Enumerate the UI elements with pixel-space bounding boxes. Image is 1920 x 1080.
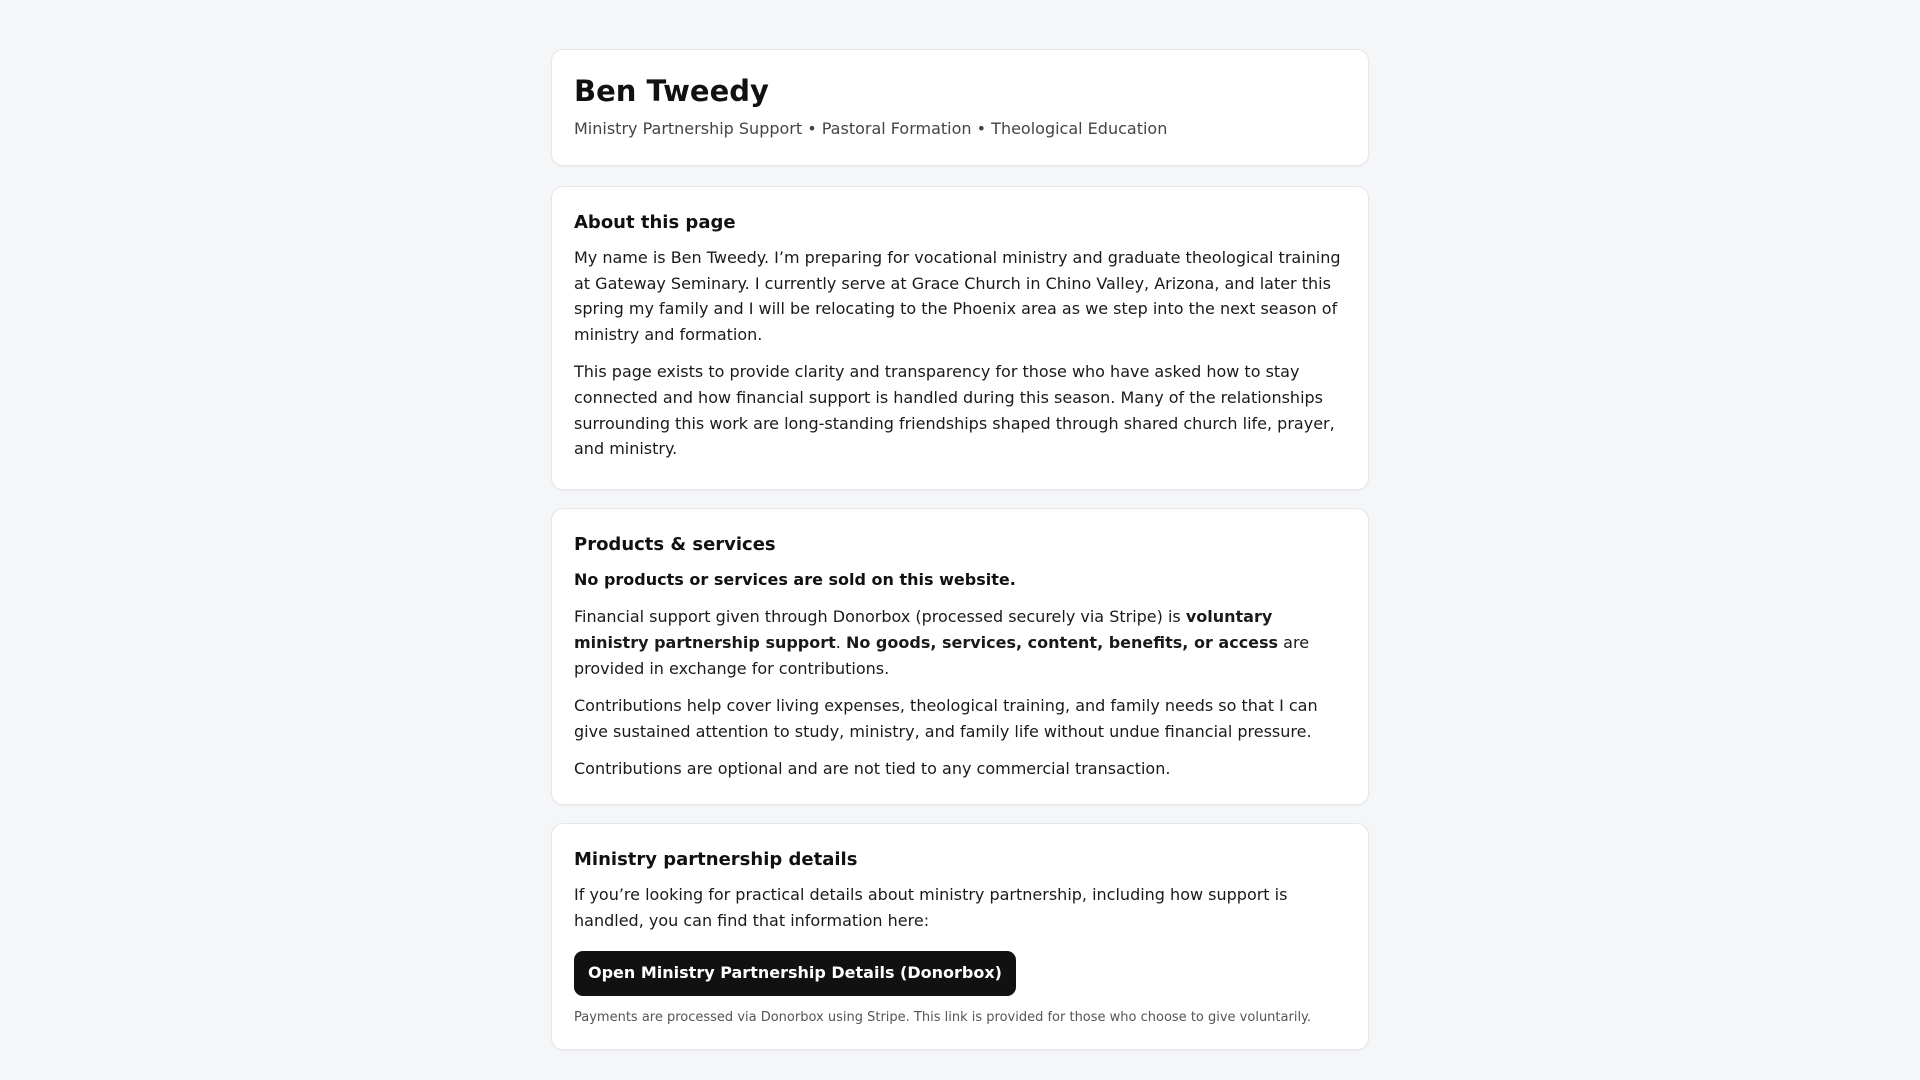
contributions-optional-paragraph: Contributions are optional and are not tied to any commercial transaction. <box>574 759 1171 779</box>
no-products-notice: No products or services are sold on this website. <box>574 569 1016 589</box>
support-text: . <box>835 632 846 652</box>
partnership-heading: Ministry partnership details <box>574 848 858 870</box>
products-services-card <box>551 508 1369 805</box>
support-emphasis: No goods, services, content, benefits, or access <box>845 632 1279 652</box>
about-card <box>551 186 1369 490</box>
about-paragraph: My name is Ben Tweedy. I’m preparing for vocational ministry and graduate theological training at Gateway Seminary. I currently serve at Grace Church in Chino Valley, Arizona, and later this spring my family and I will be relocating to the Phoenix area as we step into the next season of ministry and formation. <box>574 248 1341 344</box>
support-text: Financial support given through Donorbox (processed securely via Stripe) is <box>574 607 1186 627</box>
support-emphasis: voluntary ministry partnership support <box>574 607 1273 652</box>
payment-footnote: Payments are processed via Donorbox using Stripe. This link is provided for those who choose to give voluntarily. <box>574 1010 1312 1026</box>
page-subtitle: Ministry Partnership Support • Pastoral Formation • Theological Education <box>574 119 1168 138</box>
about-paragraph: This page exists to provide clarity and transparency for those who have asked how to stay connected and how financial support is handled during this season. Many of the relationships surrounding this work are long-standing friendships shaped through shared church life, prayer, and ministry. <box>574 362 1335 459</box>
support-paragraph <box>574 604 1346 681</box>
contributions-paragraph: Contributions help cover living expenses, theological training, and family needs so that I can give sustained attention to study, ministry, and family life without undue financial pressure. <box>574 696 1318 741</box>
products-heading: Products & services <box>574 533 776 555</box>
partnership-details-card <box>551 823 1369 1050</box>
partnership-intro: If you’re looking for practical details about ministry partnership, including how support is handled, you can find that information here: <box>574 884 1288 930</box>
support-text: are provided in exchange for contributions. <box>574 632 1310 678</box>
page-title: Ben Tweedy <box>574 74 769 108</box>
page-container <box>551 0 1369 1050</box>
open-partnership-details-button[interactable]: Open Ministry Partnership Details (Donorbox) <box>574 951 1016 996</box>
header-card <box>551 49 1369 166</box>
about-heading: About this page <box>574 212 736 233</box>
